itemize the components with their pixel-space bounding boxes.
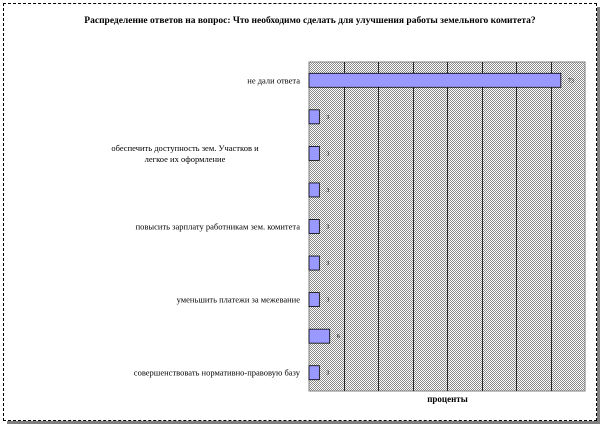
- data-label: 3: [326, 370, 330, 377]
- category-label: не дали ответа: [247, 75, 300, 86]
- bar: [309, 329, 330, 343]
- category-label: совершенствовать нормативно-правовую базу: [133, 367, 300, 378]
- data-label: 3: [326, 224, 330, 231]
- bar: [309, 256, 319, 270]
- category-label: обеспечить доступность зем. Участков и легкое их оформление: [111, 142, 259, 164]
- bar: [309, 183, 319, 197]
- bar: [309, 146, 319, 160]
- category-labels: [111, 75, 300, 377]
- data-label: 3: [326, 114, 330, 121]
- data-label: 3: [326, 187, 330, 194]
- category-label: повысить зарплату работникам зем. комитета: [135, 221, 300, 232]
- data-label: 3: [326, 297, 330, 304]
- data-label: 3: [326, 261, 330, 268]
- plot-area: [309, 62, 585, 391]
- category-label: уменьшить платежи за межевание: [176, 294, 300, 305]
- data-label: 3: [326, 151, 330, 158]
- bar: [309, 366, 319, 380]
- x-axis-title: проценты: [427, 394, 468, 404]
- chart-title: Распределение ответов на вопрос: Что необходимо сделать для улучшения работы земельного комитета?: [84, 16, 536, 26]
- data-label: 73: [567, 78, 574, 85]
- bar: [309, 110, 319, 124]
- bar: [309, 73, 561, 87]
- data-label: 6: [336, 334, 340, 341]
- bar: [309, 293, 319, 307]
- bar: [309, 220, 319, 234]
